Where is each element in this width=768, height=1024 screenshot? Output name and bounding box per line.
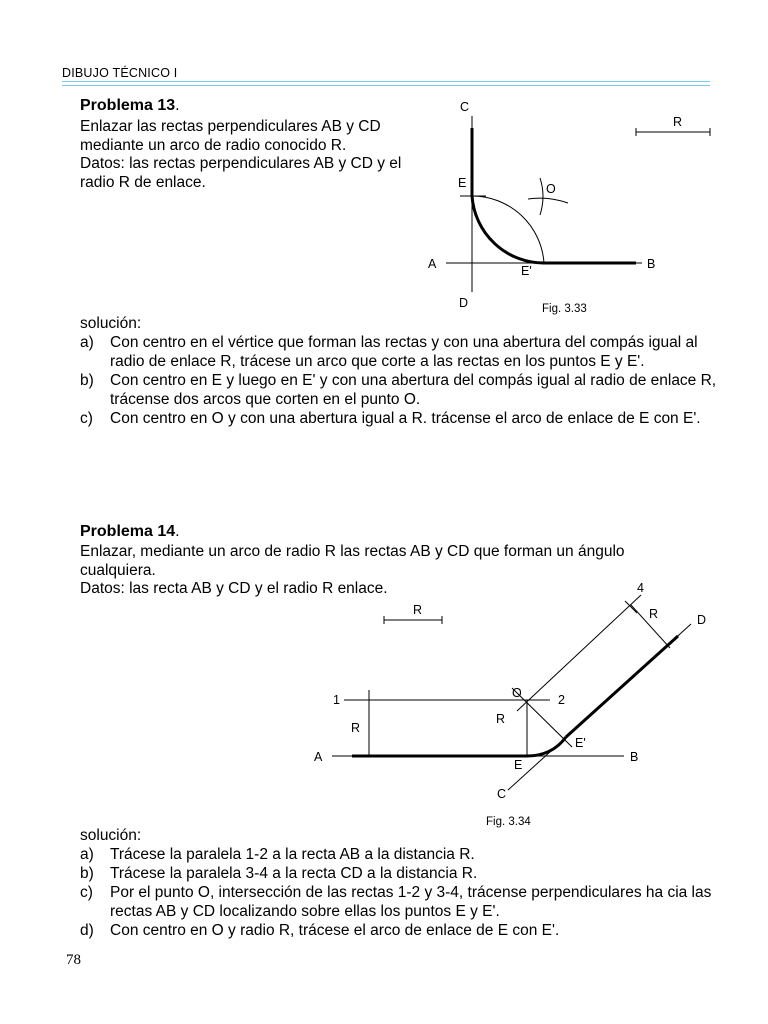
problem14-title: Problema 14. xyxy=(80,523,180,540)
step-text: Con centro en E y luego en E' y con una abertura del compás igual al radio de enlace R, trácense dos arcos que corten en el punto O. xyxy=(110,372,717,408)
label-e-prime: E' xyxy=(575,736,586,750)
tangent-arc xyxy=(527,737,566,756)
solution-step xyxy=(80,883,720,921)
line-cd-thick xyxy=(566,636,678,737)
label-b: B xyxy=(647,257,656,271)
point-4-tick xyxy=(625,601,637,613)
label-e: E xyxy=(458,176,467,190)
figure-3-33 xyxy=(446,116,710,292)
problem14-solution xyxy=(80,826,720,940)
label-d: D xyxy=(697,613,707,627)
label-e-prime: E' xyxy=(521,264,532,278)
problem13-line: Enlazar las rectas perpendiculares AB y CD xyxy=(80,118,381,135)
figure-3-34-labels xyxy=(314,581,706,801)
solution-step xyxy=(80,333,720,371)
label-1: 1 xyxy=(333,693,340,707)
step-text: Con centro en O y radio R, trácese el arco de enlace de E con E'. xyxy=(110,922,560,939)
step-text: Por el punto O, intersección de las rectas 1-2 y 3-4, trácense perpendiculares ha cia las rectas AB y CD localizando sobre ellas los puntos E y E'. xyxy=(110,884,712,920)
label-c: C xyxy=(497,787,507,801)
solution-step xyxy=(80,921,720,940)
problem13-line: radio R de enlace. xyxy=(80,173,206,191)
problem13-solution xyxy=(80,314,720,428)
o-cross-arc xyxy=(528,198,568,203)
problem13-title: Problema 13. xyxy=(80,97,180,114)
step-marker: a) xyxy=(80,334,94,351)
label-2: 2 xyxy=(558,693,565,707)
running-header: DIBUJO TÉCNICO I xyxy=(62,66,178,80)
label-r-left: R xyxy=(351,721,361,735)
step-marker: d) xyxy=(80,922,94,939)
problem13-line: Datos: las rectas perpendiculares AB y CD y el xyxy=(80,155,402,172)
step-marker: b) xyxy=(80,865,94,882)
figure-caption: Fig. 3.33 xyxy=(542,303,587,315)
label-a: A xyxy=(428,257,437,271)
solution-step xyxy=(80,409,720,428)
label-e: E xyxy=(514,758,523,772)
solution-step xyxy=(80,371,720,409)
label-4: 4 xyxy=(637,581,644,595)
label-r-top: R xyxy=(649,607,659,621)
problem14-line: Enlazar, mediante un arco de radio R las rectas AB y CD que forman un ángulo xyxy=(80,543,625,560)
solution-label: solución: xyxy=(80,827,142,844)
solution-step xyxy=(80,845,720,864)
label-r: R xyxy=(673,115,683,129)
figure-caption: Fig. 3.34 xyxy=(486,816,531,828)
label-o: O xyxy=(512,686,522,700)
step-marker: a) xyxy=(80,846,94,863)
label-r-mid: R xyxy=(496,712,506,726)
label-d: D xyxy=(459,296,469,310)
solution-label: solución: xyxy=(80,315,142,332)
label-a: A xyxy=(314,750,323,764)
o-cross-arc xyxy=(540,178,543,215)
label-o: O xyxy=(546,182,556,196)
page-number: 78 xyxy=(66,952,81,968)
label-r-scale: R xyxy=(413,603,423,617)
step-text: Trácese la paralela 3-4 a la recta CD a la distancia R. xyxy=(110,865,478,882)
step-marker: c) xyxy=(80,884,93,901)
solution-step xyxy=(80,864,720,883)
step-text: Con centro en O y con una abertura igual a R. trácense el arco de enlace de E con E'. xyxy=(110,410,701,427)
problem14-statement xyxy=(80,543,625,599)
label-b: B xyxy=(630,750,639,764)
step-marker: c) xyxy=(80,410,93,427)
step-text: Trácese la paralela 1-2 a la recta AB a la distancia R. xyxy=(110,846,475,863)
step-marker: b) xyxy=(80,372,94,389)
parallel-3-4 xyxy=(517,595,641,711)
step-text: Con centro en el vértice que forman las rectas y con una abertura del compás igual al radio de enlace R, trácese un arco que corte a las rectas en los puntos E y E'. xyxy=(110,334,698,370)
problem13-line: mediante un arco de radio conocido R. xyxy=(80,136,347,154)
problem14-line: Datos: las recta AB y CD y el radio R enlace. xyxy=(80,580,388,597)
problem14-line: cualquiera. xyxy=(80,561,156,579)
label-c: C xyxy=(460,100,470,114)
